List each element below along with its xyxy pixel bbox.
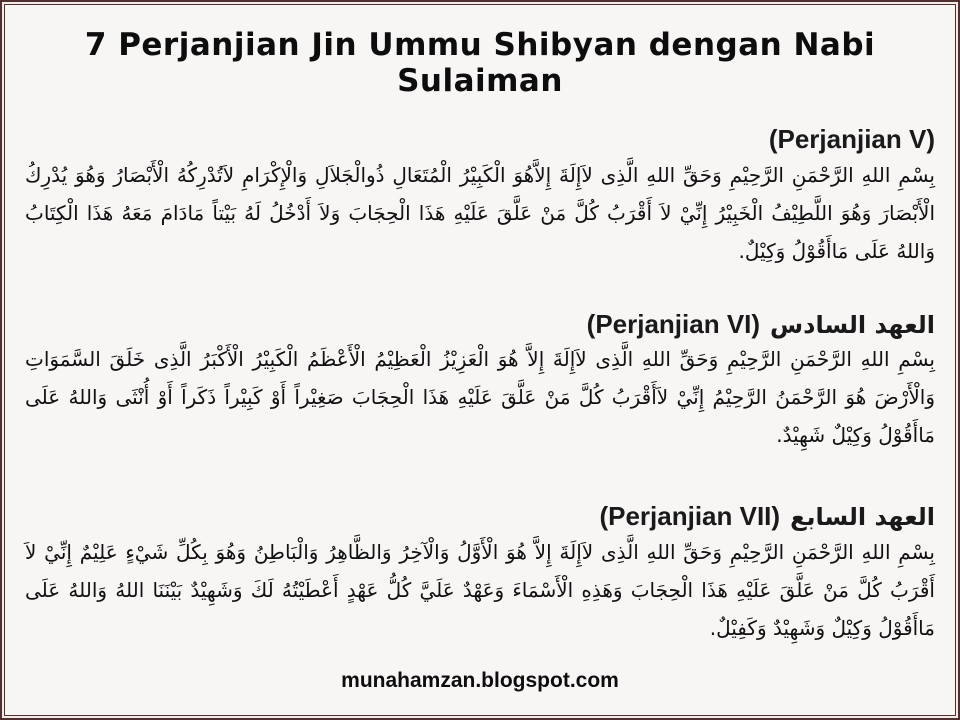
section-heading-perjanjian-vii — [25, 502, 935, 531]
arabic-paragraph-perjanjian-vii: بِسْمِ اللهِ الرَّحْمَنِ الرَّحِيْمِ وَحَقِّ اللهِ الَّذِى لاَإِلَةَ إِلاَّ هُوَ الْأَوَّلُ وَالْآخِرُ وَالظَّاهِرُ وَالْبَاطِنُ وَهُوَ بِكُلِّ شَيْءٍ عَلِيْمٌ إِنِّيْ لاَ أَقْرَبُ كُلَّ مَنْ عَلَّقَ عَلَيْهِ هَذَا الْحِجَابَ وَهَذِهِ الْأَسْمَاءَ وَعَهْدٌ عَلَيَّ كُلُّ عَهْدٍ أَعْطَيْتُهُ لَكَ وَشَهِيْدٌ بَيْنَنَا اللهُ وَاللهُ عَلَى مَاأَقُوْلُ وَكِيْلٌ وَشَهِيْدٌ وَكَفِيْلٌ. — [25, 539, 935, 640]
section-heading-perjanjian-vi — [25, 310, 935, 339]
document-content — [5, 5, 955, 715]
decorative-border — [4, 4, 956, 716]
arabic-paragraph-perjanjian-v: بِسْمِ اللهِ الرَّحْمَنِ الرَّحِيْمِ وَحَقِّ اللهِ الَّذِى لاَإِلَةَ إِلاَّهُوَ الْكَبِيْرُ الْمُتَعَالِ ذُوالْجَلاَلِ وَالْإِكْرَامِ لاَتُدْرِكُهُ الْأَبْصَارُ وَهُوَ يُدْرِكُ الْأَبْصَارَ وَهُوَ اللَّطِيْفُ الْخَبِيْرُ إِنِّيْ لاَ أَقْرَبُ كُلَّ مَنْ عَلَّقَ عَلَيْهِ هَذَا الْحِجَابَ وَلاَ أَدْخُلُ لَهُ بَيْتاً مَادَامَ مَعَهُ هَذَا الْكِتَابُ وَاللهُ عَلَى مَاأَقُوْلُ وَكِيْلٌ. — [25, 162, 935, 263]
section-perjanjian-vi — [25, 310, 935, 455]
section-perjanjian-v — [25, 125, 935, 270]
blog-url-watermark: munahamzan.blogspot.com — [341, 669, 619, 692]
section-heading-latin: (Perjanjian VII) — [599, 501, 781, 532]
section-perjanjian-vii — [25, 502, 935, 647]
section-heading-latin: (Perjanjian VI) — [586, 308, 761, 339]
section-heading-arabic: العهد السابع — [790, 503, 935, 532]
section-heading-arabic: العهد السادس — [770, 310, 935, 339]
section-heading-latin: (Perjanjian V) — [768, 124, 935, 154]
section-heading-perjanjian-v — [25, 125, 935, 154]
arabic-paragraph-perjanjian-vi: بِسْمِ اللهِ الرَّحْمَنِ الرَّحِيْمِ وَحَقِّ اللهِ الَّذِى لاَإِلَةَ إِلاَّ هُوَ الْعَزِيْزُ الْعَظِيْمُ الْأَعْظَمُ الْكَبِيْرُ الْأَكْبَرُ الَّذِى خَلَقَ السَّمَوَاتِ وَالْأَرْضَ هُوَ الرَّحْمَنُ الرَّحِيْمُ إِنِّيْ لاَأَقْرَبُ كُلَّ مَنْ عَلَّقَ عَلَيْهِ هَذَا الْحِجَابَ صَغِيْراً أَوْ كَبِيْراً ذَكَراً أَوْ أُنْثَى وَاللهُ عَلَى مَاأَقُوْلُ وَكِيْلٌ شَهِيْدٌ. — [25, 347, 935, 448]
document-title: 7 Perjanjian Jin Ummu Shibyan dengan Nabi Sulaiman — [84, 27, 876, 99]
